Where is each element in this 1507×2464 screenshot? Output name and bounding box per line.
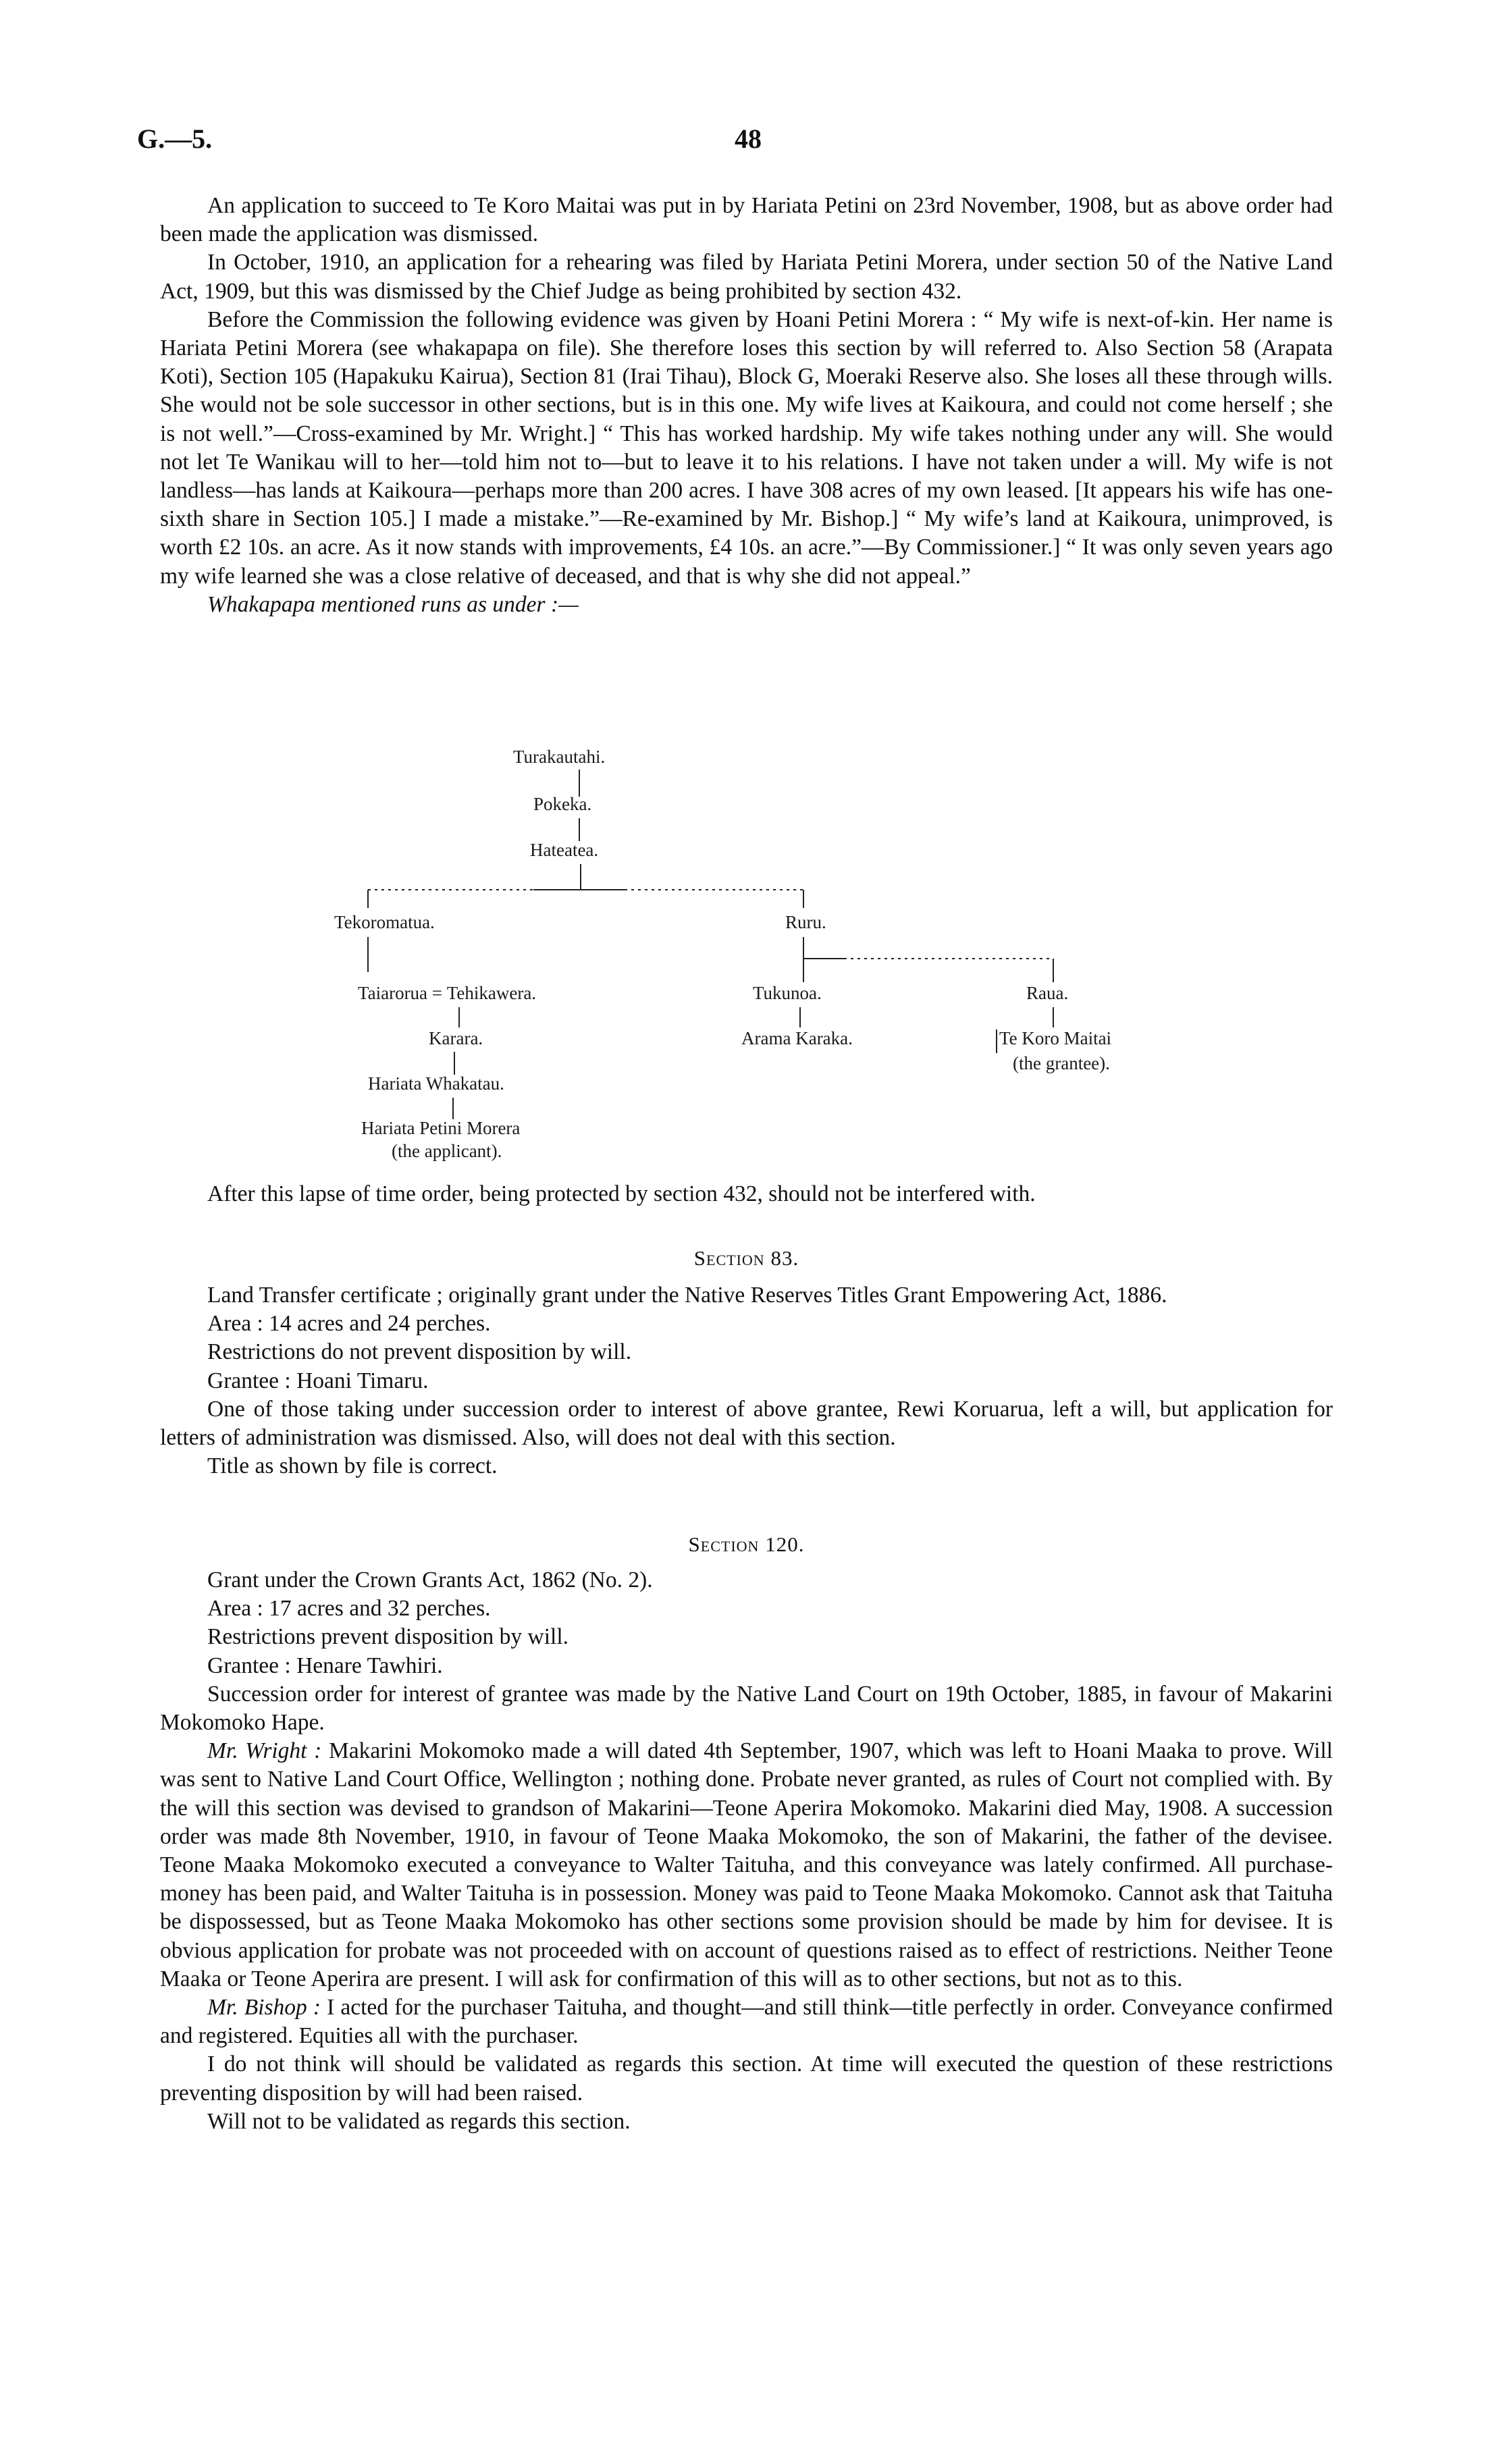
person-taiarorua-tehikawera: Taiaroruа = Tehikawera. [358, 983, 537, 1003]
person-te-koro-maitai: Te Koro Maitai [999, 1028, 1112, 1048]
applicant-note: (the applicant). [392, 1141, 502, 1161]
section-83-line: Title as shown by file is correct. [207, 1453, 498, 1479]
section-120-line: Succession order for interest of grantee was made by the Native Land Court on 19th October, 1885, in favour of Makarini Mokomoko Hape. [160, 1681, 1333, 1736]
section-83-line: Grantee : Hoani Timaru. [207, 1368, 429, 1393]
bishop-text: I acted for the purchaser Taituha, and thought—and still think—title perfectly in order. Conveyance confirmed and registered. Equities all with the purchaser. [160, 1995, 1333, 2049]
person-tekoromatua: Tekoromatua. [334, 912, 435, 932]
whakapapa-intro: Whakapapa mentioned runs as under :— [207, 591, 579, 617]
section-83-line: Restrictions do not prevent disposition by will. [207, 1339, 632, 1365]
bishop-statement [160, 1993, 1333, 2050]
person-arama-karaka: Arama Karaka. [741, 1028, 853, 1048]
section-120-line: Grantee : Henare Tawhiri. [207, 1653, 443, 1678]
closing-paragraph: I do not think will should be validated as regards this section. At time will executed the question of these restrictions preventing disposition by will had been raised. [160, 2052, 1333, 2106]
person-tukunoa: Tukunoa. [753, 983, 822, 1003]
wright-statement [160, 1737, 1333, 1993]
person-karara: Karara. [429, 1028, 483, 1048]
person-raua: Raua. [1026, 983, 1069, 1003]
person-hariata-whakatau: Hariata Whakatau. [368, 1073, 504, 1094]
speaker-label-bishop: Mr. Bishop : [207, 1995, 321, 2020]
grantee-note: (the grantee). [1013, 1053, 1110, 1073]
section-83-heading: Section 83. [693, 1246, 799, 1270]
parliamentary-paper-reference: G.—5. [137, 124, 213, 154]
section-83-line: One of those taking under succession order to interest of above grantee, Rewi Koruarua, left a will, but application for letters of administration was dismissed. Also, will does not deal with this section. [160, 1396, 1333, 1451]
section-120-line: Restrictions prevent disposition by will. [207, 1624, 569, 1650]
person-hariata-petini-morera: Hariata Petini Morera [361, 1118, 521, 1138]
closing-paragraph: Will not to be validated as regards this section. [207, 2108, 631, 2134]
ancestor-turakautahi: Turakautahi. [513, 747, 606, 767]
page-number: 48 [735, 124, 762, 154]
person-ruru: Ruru. [785, 912, 826, 932]
evidence-paragraph: Before the Commission the following evidence was given by Hoani Petini Morera : “ My wife is next-of-kin. Her name is Hariata Petini Morera (see whakapapa on file). She therefore loses this section by will referred to. Also Section 58 (Arapata Koti), Section 105 (Hapakuku Kairua), Section 81 (Irai Tihau), Block G, Moeraki Reserve also. She loses all these through wills. She would not be sole successor in other sections, but is in this one. My wife lives at Kaikoura, and could not come herself ; she is not well.”—Cross-examined by Mr. Wright.] “ This has worked hardship. My wife takes nothing under any will. She would not let Te Wanikau will to her—told him not to—but to leave it to his relations. I have not taken under a will. My wife is not landless—has lands at Kaikoura—perhaps more than 200 acres. I have 308 acres of my own leased. [It appears his wife has one-sixth share in Section 105.] I made a mistake.”—Re-examined by Mr. Bishop.] “ My wife’s land at Kaikoura, unimproved, is worth £2 10s. an acre. As it now stands with improvements, £4 10s. an acre.”—By Commissioner.] “ It was only seven years ago my wife learned she was a close relative of deceased, and that is why she did not appeal.” [160, 306, 1333, 589]
section-83-line: Land Transfer certificate ; originally grant under the Native Reserves Titles Grant Empowering Act, 1886. [207, 1283, 1167, 1308]
speaker-label-wright: Mr. Wright : [207, 1738, 322, 1764]
section-83-body [160, 1281, 1333, 1480]
intro-paragraph-1: An application to succeed to Te Koro Maitai was put in by Hariata Petini on 23rd November, 1908, but as above order had been made the application was dismissed. [160, 193, 1333, 247]
section-83-line: Area : 14 acres and 24 perches. [207, 1311, 491, 1337]
section-120-line: Area : 17 acres and 32 perches. [207, 1596, 491, 1622]
conclusion-paragraph: After this lapse of time order, being protected by section 432, should not be interfered with. [207, 1181, 1036, 1206]
section-120-heading: Section 120. [688, 1532, 805, 1556]
section-120-body [160, 1566, 1333, 2136]
section-120-line: Grant under the Crown Grants Act, 1862 (No. 2). [207, 1568, 653, 1592]
ancestor-pokeka: Pokeka. [533, 794, 592, 814]
ancestor-hateatea: Hateatea. [530, 840, 599, 860]
wright-text: Makarini Mokomoko made a will dated 4th September, 1907, which was left to Hoani Maaka to prove. Will was sent to Native Land Court Office, Wellington ; nothing done. Probate never granted, as rules of Court not complied with. By the will this section was devised to grandson of Makarini—Teone Aperira Mokomoko. Makarini died May, 1908. A succession order was made 8th November, 1910, in favour of Teone Maaka Mokomoko, the son of Makarini, the father of the devisee. Teone Maaka Mokomoko executed a conveyance to Walter Taituha, and this conveyance was lately confirmed. All purchase-money has been paid, and Walter Taituha is in possession. Money was paid to Teone Maaka Mokomoko. Cannot ask that Taituha be dispossessed, but as Teone Maaka Mokomoko has other sections some provision should be made by him for devisee. It is obvious application for probate was not proceeded with on account of questions raised as to effect of restrictions. Neither Teone Maaka or Teone Aperira are present. I will ask for confirmation of this will as to other sections, but not as to this. [160, 1738, 1333, 1991]
intro-paragraph-2: In October, 1910, an application for a rehearing was filed by Hariata Petini Morera, under section 50 of the Native Land Act, 1909, but this was dismissed by the Chief Judge as being prohibited by section 432. [160, 250, 1333, 304]
